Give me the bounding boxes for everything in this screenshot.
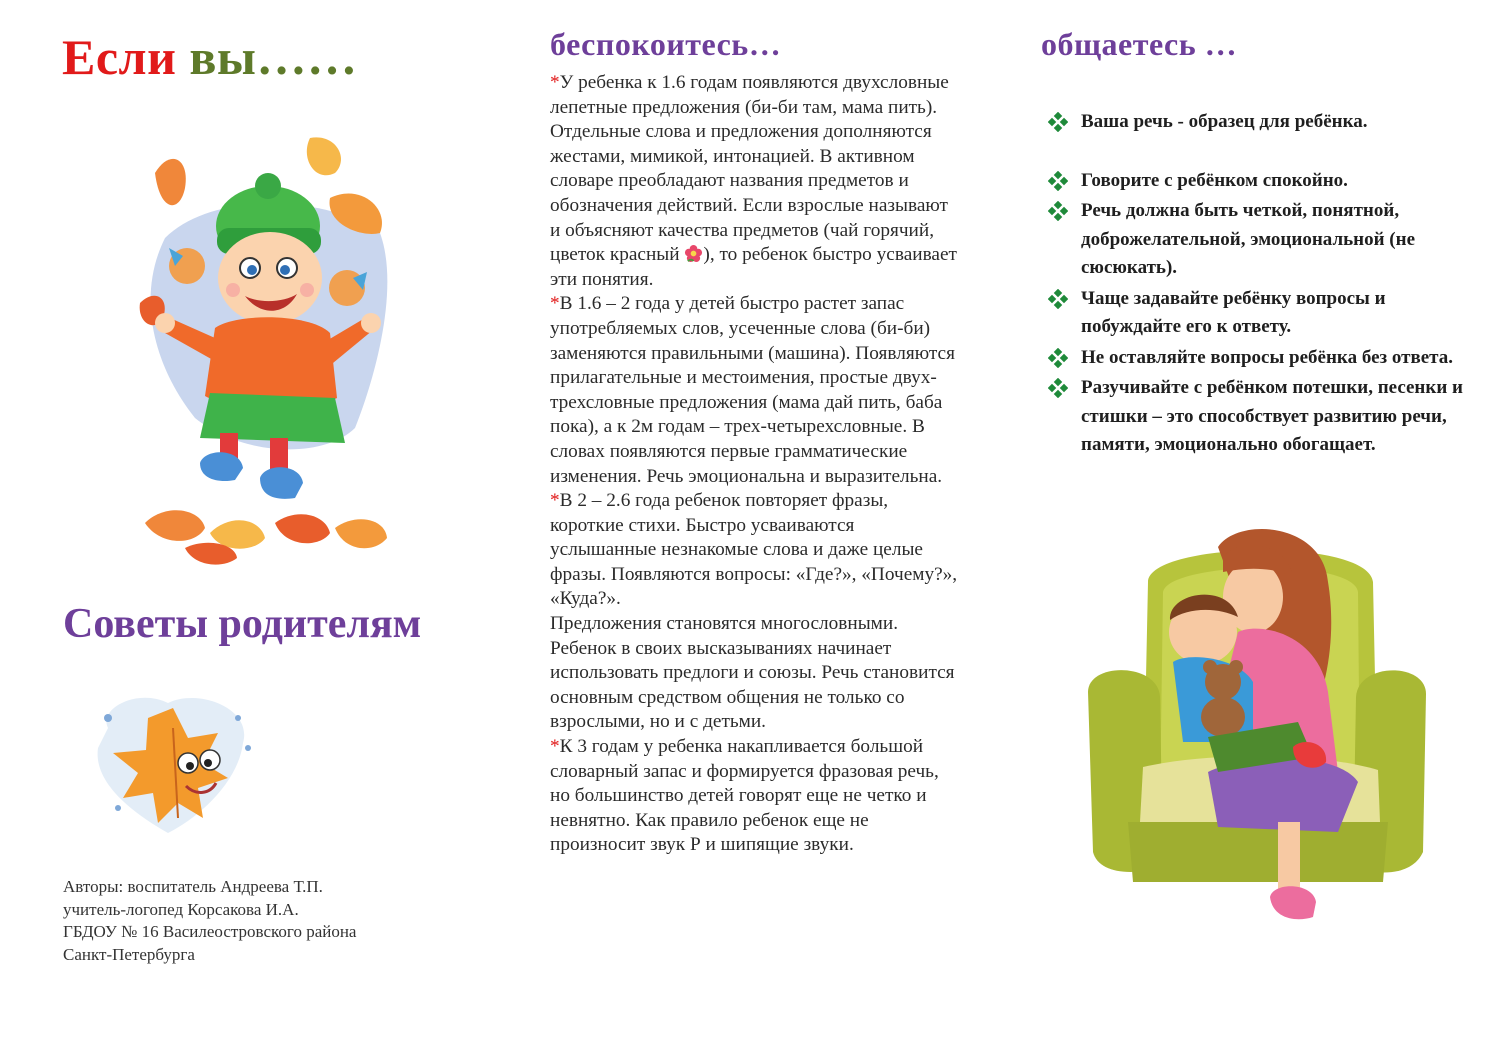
left-column [0,0,520,1061]
diamond-bullet-icon [1048,289,1068,309]
list-item [1048,374,1468,460]
flower-icon [684,244,703,263]
diamond-bullet-icon [1048,112,1068,132]
author-line: учитель-логопед Корсакова И.А. [63,899,299,919]
asterisk-marker: * [550,293,560,315]
diamond-bullet-icon [1048,378,1068,398]
tip-text: Речь должна быть четкой, понятной, доброжелательной, эмоциональной (не сюсюкать). [1081,200,1416,278]
middle-heading: беспокоитесь… [550,26,782,62]
title-word-2: вы…… [189,29,358,85]
asterisk-marker: * [550,72,560,93]
tip-text: Не оставляйте вопросы ребёнка без ответа. [1081,346,1453,368]
leaf-character-illustration [78,688,263,836]
tips-list [1048,108,1468,462]
subtitle: Советы родителям [63,601,422,647]
diamond-bullet-icon [1048,201,1068,221]
paragraph-text: К 3 годам у ребенка накапливается большой словарный запас и формируется фразовая речь, но большинство детей говорят еще не четко и невнятно. Как правило ребенок еще не произносит звук Р и шипящие звуки. [550,736,939,856]
list-item [1048,167,1468,196]
list-item [1048,344,1468,373]
tip-text: Говорите с ребёнком спокойно. [1081,169,1348,191]
tip-text: Чаще задавайте ребёнку вопросы и побуждайте его к ответу. [1081,287,1386,337]
authors-block [63,876,503,966]
diamond-bullet-icon [1048,348,1068,368]
paragraph-text: ), то ребенок быстро усваивает эти понятия. [550,244,957,290]
list-item [1048,108,1468,137]
mother-child-armchair-illustration [1088,522,1428,932]
list-item [1048,197,1468,283]
paragraph-text: У ребенка к 1.6 годам появляются двухсловные лепетные предложения (би-би там, мама пить). Отдельные слова и предложения дополняются жестами, мимикой, интонацией. В активном словаре преобладают названия предметов и обозначения действий. Если взрослые называют и объясняют качества предметов (чай горячий, цветок красный [550,72,949,266]
middle-column [520,0,1000,1061]
tip-text: Разучивайте с ребёнком потешки, песенки и стишки – это способствует развитию речи, памяти, эмоционально обогащает. [1081,377,1463,455]
paragraph: Предложения становятся многословными. Ребенок в своих высказываниях начинает использовать предлоги и союзы. Речь становится основным средством общения не только со взрослыми, но и с детьми. [550,613,955,733]
author-line: ГБДОУ № 16 Василеостровского района [63,922,357,941]
author-line: Авторы: воспитатель Андреева Т.П. [63,877,323,896]
list-item [1048,285,1468,342]
paragraph [550,71,960,292]
paragraph [550,292,960,489]
paragraph-text: В 1.6 – 2 года у детей быстро растет запас употребляемых слов, усеченные слова (би-би) заменяются правильными (машина). Появляются прилагательные и местоимения, простые двух-трехсловные предложения (мама дай пить, баба пока), а к 2м годам – трех-четырехсловные. В словах появляются первые грамматические изменения. Речь эмоциональна и выразительна. [550,293,955,487]
right-heading: общаетесь … [1041,26,1238,62]
page-title [62,28,357,86]
title-word-1: Если [62,29,177,85]
diamond-bullet-icon [1048,171,1068,191]
right-column [1000,0,1500,1061]
paragraph [550,735,960,858]
asterisk-marker: * [550,490,560,512]
tip-text: Ваша речь - образец для ребёнка. [1081,111,1368,132]
paragraph [550,489,960,612]
author-line: Санкт-Петербурга [63,944,195,964]
autumn-child-illustration [125,128,405,573]
asterisk-marker: * [550,736,560,758]
development-text [550,71,960,858]
paragraph-text: В 2 – 2.6 года ребенок повторяет фразы, короткие стихи. Быстро усваиваются услышанные незнакомые слова и даже целые фразы. Появляются вопросы: «Где?», «Почему?», «Куда?». [550,490,958,610]
